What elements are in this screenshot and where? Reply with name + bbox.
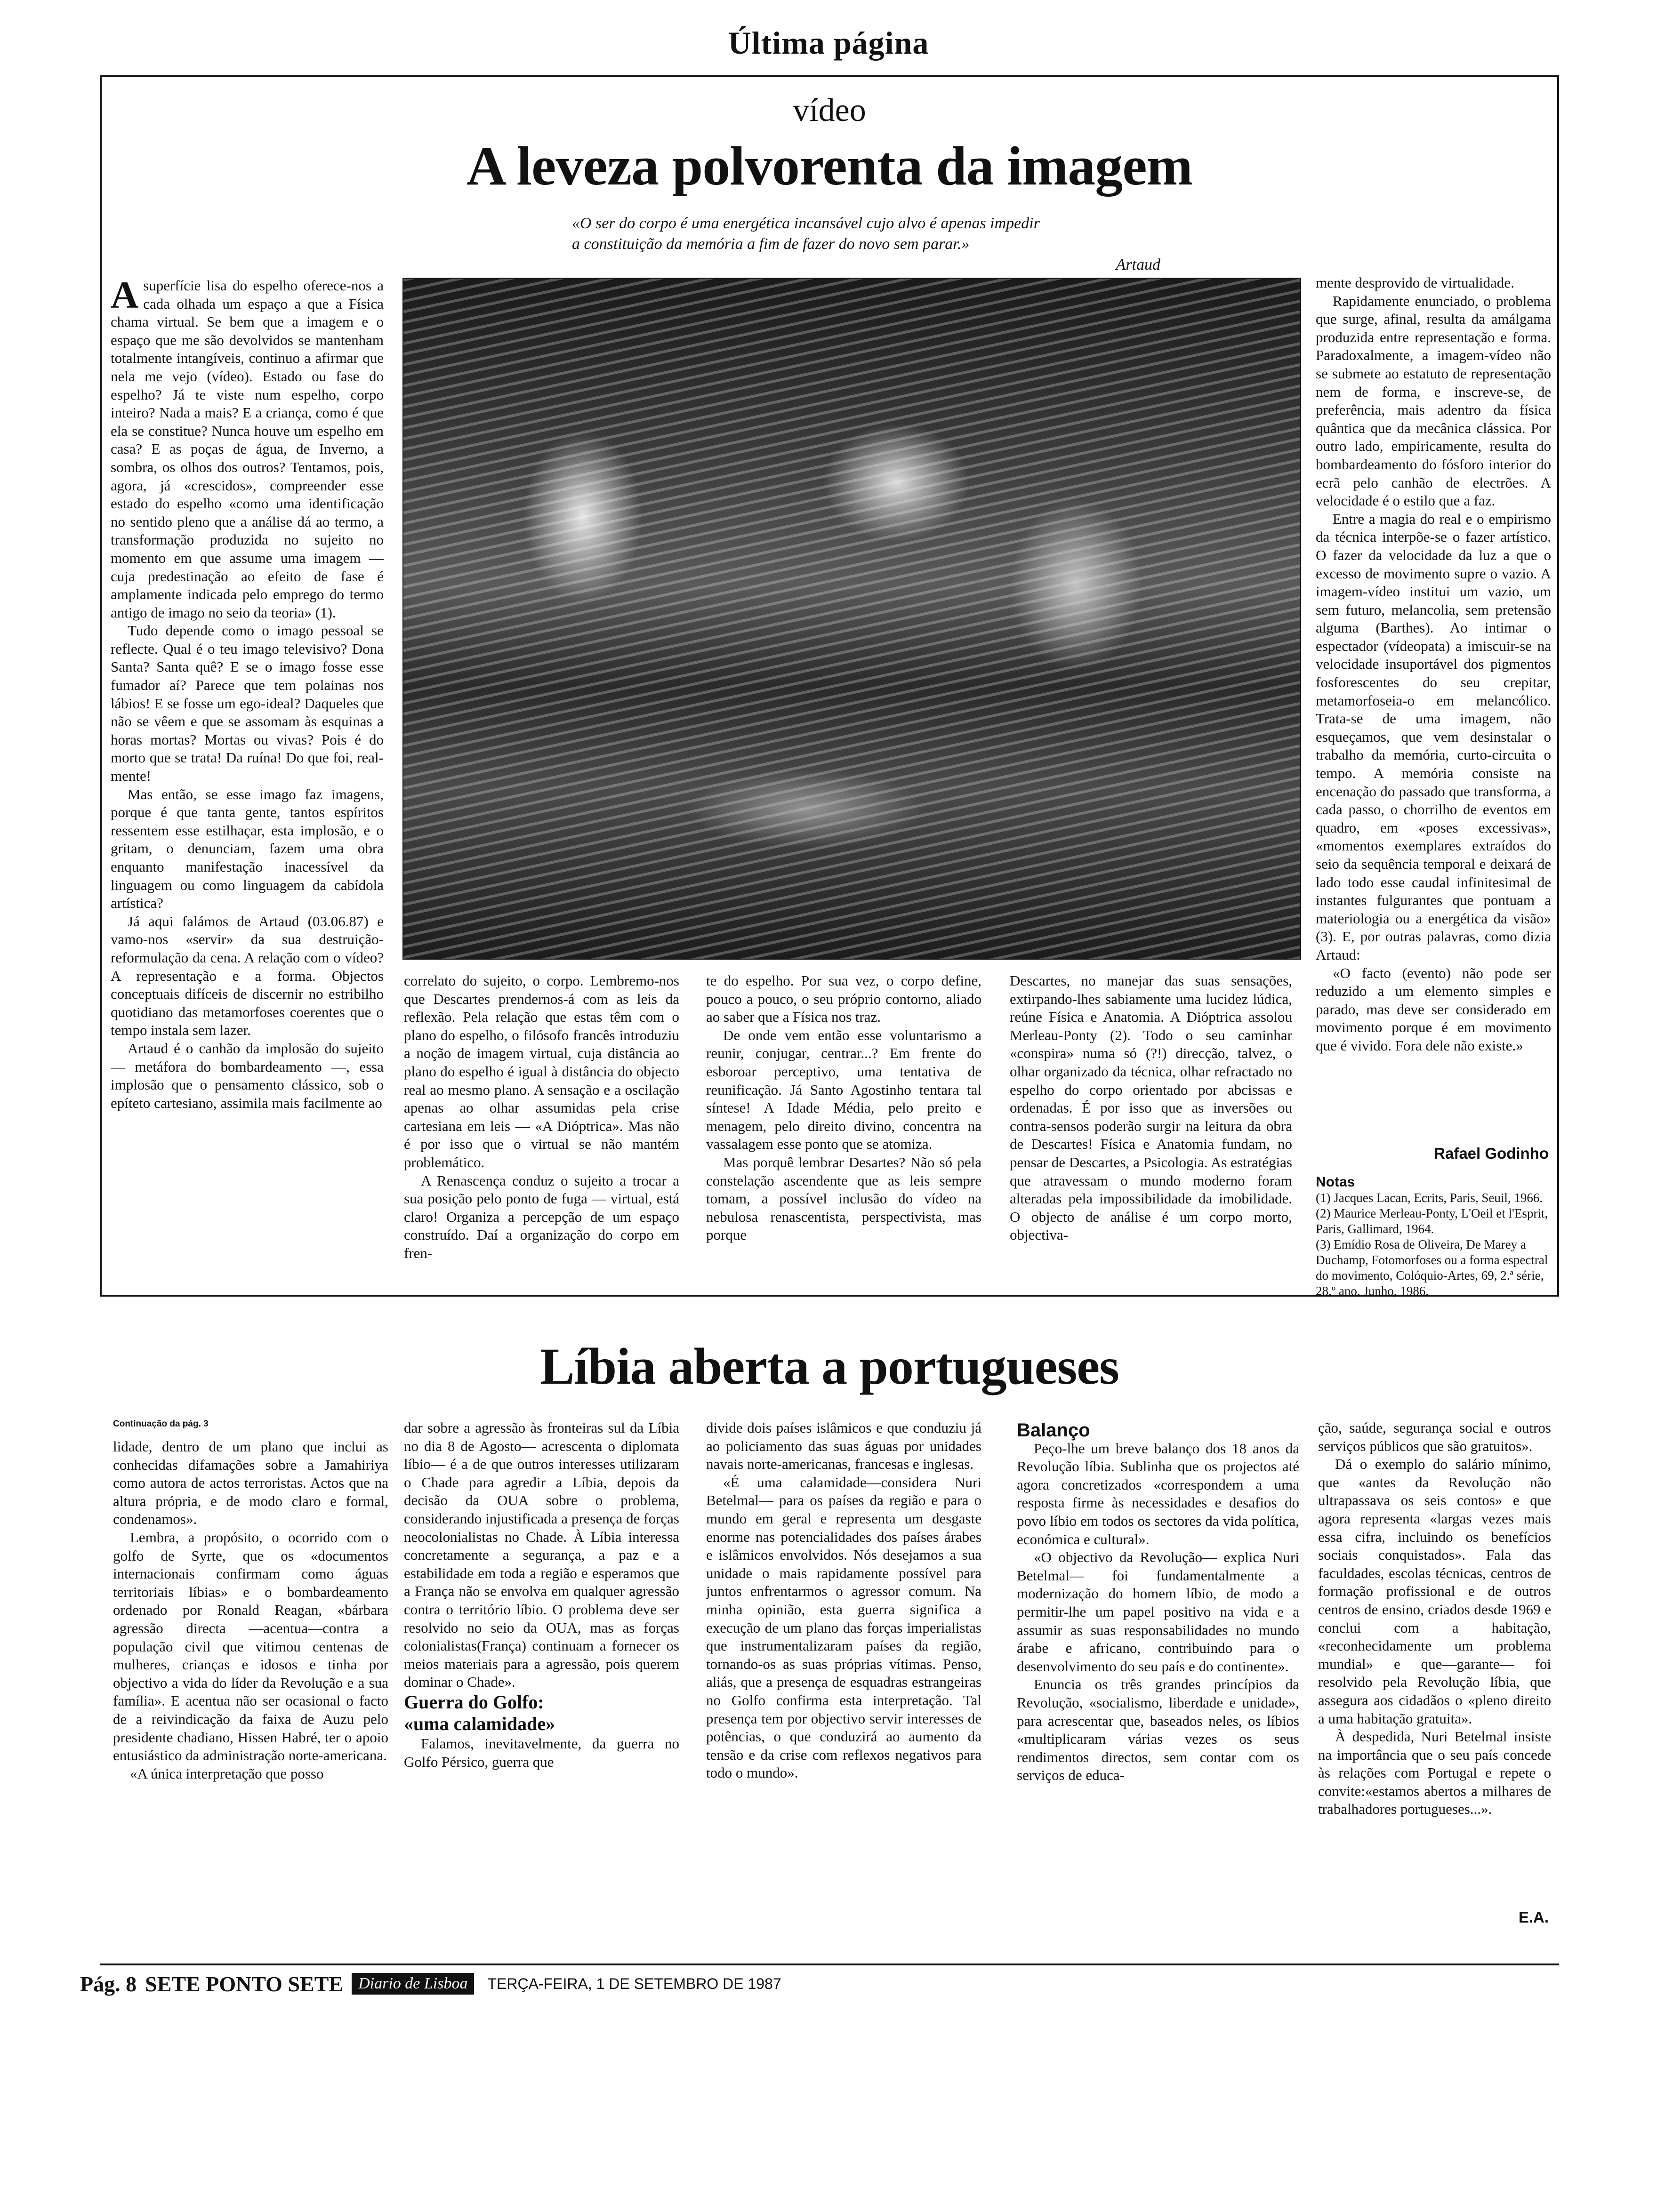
paragraph: Lembra, a propósito, o ocorrido com o golfo de Syrte, que os «documentos internacionais confirmam como águas territoriais líbias» e o bombardeamento ordenado por Ronald Reagan, «bárbara agressão directa —acentua—contra a população civil que vitimou centenas de mulheres, crianças e idosos e tinha por objectivo a vida do líder da Revolução e a sua família». E acentua não ser ocasional o facto de a reivindicação da faixa de Auzu pelo presidente chadiano, Hissen Habré, ter o apoio entusiástico da administração norte-americana. <box>113 1529 388 1764</box>
paragraph: Mas então, se esse imago faz imagens, porque é que tanta gente, tantos espíritos ressentem esse estilhaçar, esta implosão, e o gritam, o denunciam, fazem uma obra enquanto manifestação inacessível da linguagem ou como linguagem da cabídola artística? <box>111 785 384 912</box>
footer-date: TERÇA-FEIRA, 1 DE SETEMBRO DE 1987 <box>487 1975 781 1992</box>
paragraph: Já aqui falámos de Artaud (03.06.87) e vamo-nos «servir» da sua destruição-reformulação da cena. A relação com o vídeo? A representação e a forma. Objectos conceptuais difíceis de discernir no estribilho quotidiano das metamorfoses coerentes que o tempo instala sem lazer. <box>111 913 384 1039</box>
paragraph: «O objectivo da Revolução— explica Nuri Betelmal— foi fundamentalmente a modernização do homem líbio, de modo a permitir-lhe um papel positivo na vida e a assumir as suas responsabilidades no mundo árabe e africano, contribuindo para o desenvolvimento do seu país e do continente». <box>1017 1549 1299 1675</box>
paragraph: «O facto (evento) não pode ser reduzido a um elemento simples e parado, mas deve ser considerado em movimento porque é em movimento que é vivido. Fora dele não existe.» <box>1316 964 1551 1054</box>
paragraph: «A única interpretação que posso <box>130 1765 324 1782</box>
article-video-column-5 <box>1316 274 1551 1140</box>
paragraph: te do espelho. Por sua vez, o corpo define, pouco a pouco, o seu próprio contorno, aliado ao saber que a Física nos traz. <box>706 972 981 1026</box>
subhead: Balanço <box>1017 1421 1090 1441</box>
paragraph: De onde vem então esse voluntarismo a reunir, conjugar, centrar...? Em frente do esboroar perceptivo, uma tentativa de reunificação. Já Santo Agostinho tentara tal síntese! A Idade Média, pelo preito e menagem, pelo direito divino, concentra na vassalagem esse ponto que se atomiza. <box>706 1026 981 1153</box>
article-video-column-1 <box>111 277 384 1289</box>
paragraph: Entre a magia do real e o empirismo da técnica interpõe-se o fazer artístico. O fazer da velocidade da luz a que o excesso de movimento supre o vazio. A imagem-vídeo institui um vazio, um sem futuro, melancolia, sem pretensão alguma (Barthes). Ao intimar o espectador (vídeopata) a imiscuir-se na velocidade insuportável dos pigmentos fosforescentes do seu crepitar, metamorfoseia-o em melancólico. Trata-se de uma imagem, não esqueçamos, que vem desinstalar o trabalho da memória, curto-circuita o tempo. A memória consiste na encenação do passado que transforma, a cada passo, o chorrilho de eventos em quadro, em «poses excessivas», «momentos exemplares extraídos do seio da sequência temporal e deixará de lado todo esse caudal infinitesimal de instantes fulgurantes que pontuam a materiologia ou a energética da visão» (3). E, por outras palavras, como dizia Artaud: <box>1316 510 1551 963</box>
notes-title: Notas <box>1316 1174 1355 1190</box>
paragraph: Peço-lhe um breve balanço dos 18 anos da Revolução líbia. Sublinha que os projectos até agora concretizados «correspondem a uma resposta firme às necessidades e desafios do povo líbio em todos os sectores da vida política, económica e cultural». <box>1017 1440 1299 1547</box>
paragraph: divide dois países islâmicos e que conduziu já ao policiamento das suas águas por unidades navais norte-americanas, francesas e inglesas. <box>706 1419 981 1473</box>
footer <box>80 1970 1116 1998</box>
epigraph-line-2: a constituição da memória a fim de fazer do novo sem parar.» <box>572 235 970 253</box>
paragraph: dar sobre a agressão às fronteiras sul da Líbia no dia 8 de Agosto— acrescenta o diplomata líbio— é a de que outros interesses utilizaram o Chade para agredir a Líbia, depois da decisão da OUA sobre o problema, considerando injustificada a presença de forças neocolonialistas no Chade. À Líbia interessa concretamente a segurança, a paz e a estabilidade em toda a região e esperamos que a França não se envolva em qualquer agressão contra o território líbio. O problema deve ser resolvido no seio da OUA, mas as forças colonialistas(França) continuam a fornecer os meios materiais para a agressão, pois querem dominar o Chade». <box>404 1419 679 1691</box>
article-libya-signature: E.A. <box>1518 1908 1549 1926</box>
article-libya-column-1 <box>113 1438 388 1951</box>
article-video-column-4 <box>1010 972 1292 1292</box>
subhead-line-1: Guerra do Golfo: <box>404 1691 544 1713</box>
footer-supplement: SETE PONTO SETE <box>145 1972 344 1996</box>
paragraph: superfície lisa do espelho oferece-nos a cada olhada um espaço a que a Física chama virtual. Se bem que a imagem e o espaço que me são devolvidos se mantenham totalmente intangíveis, continuo a afirmar que nela me vejo (vídeo). Estado ou fase do espelho? Já te viste num espelho, corpo inteiro? Nada a mais? E a criança, como é que ela se constitue? Nunca houve um espelho em casa? E as poças de água, de Inverno, a sombra, os olhos dos outros? Tentamos, pois, agora, já «crescidos», compreender esse estado do espelho «como uma identificação no sentido pleno que a análise dá ao termo, a transformação produzida no sujeito no momento em que assume uma imagem — cuja predestinação ao efeito de fase é amplamente indicada pelo emprego do termo antigo de imago no seio da teoria» (1). <box>111 277 384 621</box>
article-libya-headline: Líbia aberta a portugueses <box>540 1338 1119 1395</box>
paragraph: «É uma calamidade—considera Nuri Betelmal— para os países da região e para o mundo em geral e representa um desgaste enorme nas potencialidades dos países árabes e islâmicos envolvidos. Nós desejamos a sua unidade o mais rapidamente possível para juntos enfrentarmos o agressor comum. Na minha opinião, esta guerra significa a execução de um plano das forças imperialistas que instrumentalizaram países da região, tornando-os as suas próprias vítimas. Penso, aliás, que a presença de esquadras estrangeiras no Golfo confirma esta interpretação. Tal presença tem por objectivo servir interesses de potências, o que conduzirá ao aumento da tensão e da crise com reflexos negativos para todo o mundo». <box>706 1474 981 1781</box>
note-2: (2) Maurice Merleau-Ponty, L'Oeil et l'Esprit, Paris, Gallimard, 1964. <box>1316 1206 1548 1236</box>
note-3: (3) Emídio Rosa de Oliveira, De Marey a Duchamp, Fotomorfoses ou a forma espectral do movimento, Colóquio-Artes, 69, 2.ª série, 28.º ano, Junho, 1986. <box>1316 1237 1548 1298</box>
article-video-column-2 <box>404 972 679 1292</box>
section-title: Última página <box>728 25 929 61</box>
article-libya-column-2 <box>404 1419 679 1951</box>
paragraph: correlato do sujeito, o corpo. Lembremo-nos que Descartes prendernos-á com as leis da reflexão. Pela relação que estas têm com o plano do espelho, o filósofo francês introduziu a noção de imagem virtual, cuja distância ao plano do espelho é igual à distância do objecto real ao mesmo plano. A sensação e a oscilação apenas ao olhar assumidas pela crise cartesiana em leis — «A Dióptrica». Mas não é por isso que o virtual se não mantém problemático. <box>404 972 679 1170</box>
article-libya-column-4 <box>1017 1421 1299 1951</box>
note-1: (1) Jacques Lacan, Ecrits, Paris, Seuil, 1966. <box>1316 1191 1543 1205</box>
footer-rule <box>100 1964 1559 1965</box>
article-signature: Rafael Godinho <box>1434 1145 1549 1162</box>
paragraph: lidade, dentro de um plano que inclui as conhecidas difamações sobre a Jamahiriya como autora de actos terroristas. Actos que na altura própria, e de modo claro e formal, condenamos». <box>113 1438 388 1528</box>
paragraph: Mas porquê lembrar Desartes? Não só pela constelação ascendente que as leis sempre tomam, a possível inclusão do vídeo na nebulosa renascentista, perspectivista, mas porque <box>706 1154 981 1243</box>
continuation-note: Continuação da pág. 3 <box>113 1419 209 1429</box>
notes-section <box>1316 1174 1551 1299</box>
subhead <box>404 1691 679 1735</box>
paragraph: Descartes, no manejar das suas sensações, extirpando-lhes sabiamente uma lucidez lúdica, reúne Física e Anatomia. A Dióptrica assolou Merleau-Ponty (2). Todo o seu caminhar «conspira» numa só (?!) direcção, talvez, o olhar organizado da técnica, olhar refractado no espelho do corpo orientado por abcissas e ordenadas. É por isso que as inversões ou contra-sensos poderão surgir na leitura da obra de Descartes! Física e Anatomia fundam, no pensar de Descartes, a Psicologia. As estratégias que atravessam o mundo moderno foram alteradas pela impossibilidade da imobilidade. O objecto de análise é um corpo morto, objectiva- <box>1010 972 1292 1243</box>
epigraph <box>572 213 1160 275</box>
article-video-column-3 <box>706 972 981 1292</box>
article-headline: A leveza polvorenta da imagem <box>467 135 1192 197</box>
paragraph: Tudo depende como o imago pessoal se reflecte. Qual é o teu imago televisivo? Dona Santa? Santa quê? E se o imago fosse esse fumador aí? Parece que tem polainas nos lábios! E se fosse um ego-ideal? Daqueles que não se vêem e que se assomam às esquinas a horas mortas? Mortas ou vivas? Pois é do morto que se trata! Da ruína! Do que foi, real-mente! <box>111 622 384 785</box>
drop-cap: A <box>111 277 139 316</box>
paragraph: mente desprovido de virtualidade. <box>1316 274 1514 291</box>
epigraph-author: Artaud <box>1116 256 1160 273</box>
subhead-line-2: «uma calamidade» <box>404 1713 555 1734</box>
article-kicker: vídeo <box>793 92 866 128</box>
paragraph: ção, saúde, segurança social e outros serviços públicos que são gratuitos». <box>1318 1419 1551 1454</box>
paragraph: Enuncia os três grandes princípios da Revolução, «socialismo, liberdade e unidade», para acrescentar que, baseados neles, os líbios «multiplicaram várias vezes os seus rendimentos directos, sem contar com os serviços de educa- <box>1017 1676 1299 1784</box>
footer-page: Pág. 8 <box>80 1972 137 1996</box>
paragraph: Rapidamente enunciado, o problema que surge, afinal, resulta da amálgama produzida entre representação e forma. Paradoxalmente, a imagem-vídeo não se submete ao estatuto de representação nem de forma, e inscreve-se, de preferência, mais adentro da física quântica que da mecânica clássica. Por outro lado, empiricamente, resulta do bombardeamento do fósforo interior do ecrã pelo canhão de electrões. A velocidade é o estilo que a faz. <box>1316 292 1551 509</box>
paragraph: Dá o exemplo do salário mínimo, que «antes da Revolução não ultrapassava os seis contos» e que agora representa «largas vezes mais essa cifra, incluindo os benefícios sociais conquistados». Fala das faculdades, escolas técnicas, centros de formação profissional e de outros centros de ensino, criados desde 1969 e conclui com a habitação, «reconhecidamente um problema mundial» e que—garante— foi resolvido pela Revolução líbia, que assegura aos cidadãos o «pleno direito a uma habitação gratuita». <box>1318 1456 1551 1727</box>
paragraph: Artaud é o canhão da implosão do sujeito — metáfora do bombardeamento —, essa implosão que o pensamento clássico, sob o epíteto cartesiano, assimila mais facilmente ao <box>111 1040 384 1111</box>
paragraph: À despedida, Nuri Betelmal insiste na importância que o seu país concede às relações com Portugal e repete o convite:«estamos abertos a milhares de trabalhadores portugueses...». <box>1318 1728 1551 1818</box>
article-libya-column-3 <box>706 1419 981 1951</box>
epigraph-line-1: «O ser do corpo é uma energética incansável cujo alvo é apenas impedir <box>572 215 1040 232</box>
cave-photograph <box>402 278 1301 960</box>
paragraph: A Renascença conduz o sujeito a trocar a sua posição pelo ponto de fuga — virtual, está claro! Organiza a percepção de um espaço construído. Daí a organização do corpo em fren- <box>404 1172 679 1261</box>
footer-masthead: Diario de Lisboa <box>352 1973 474 1995</box>
article-libya-column-5 <box>1318 1419 1551 1894</box>
paragraph: Falamos, inevitavelmente, da guerra no Golfo Pérsico, guerra que <box>404 1735 679 1770</box>
